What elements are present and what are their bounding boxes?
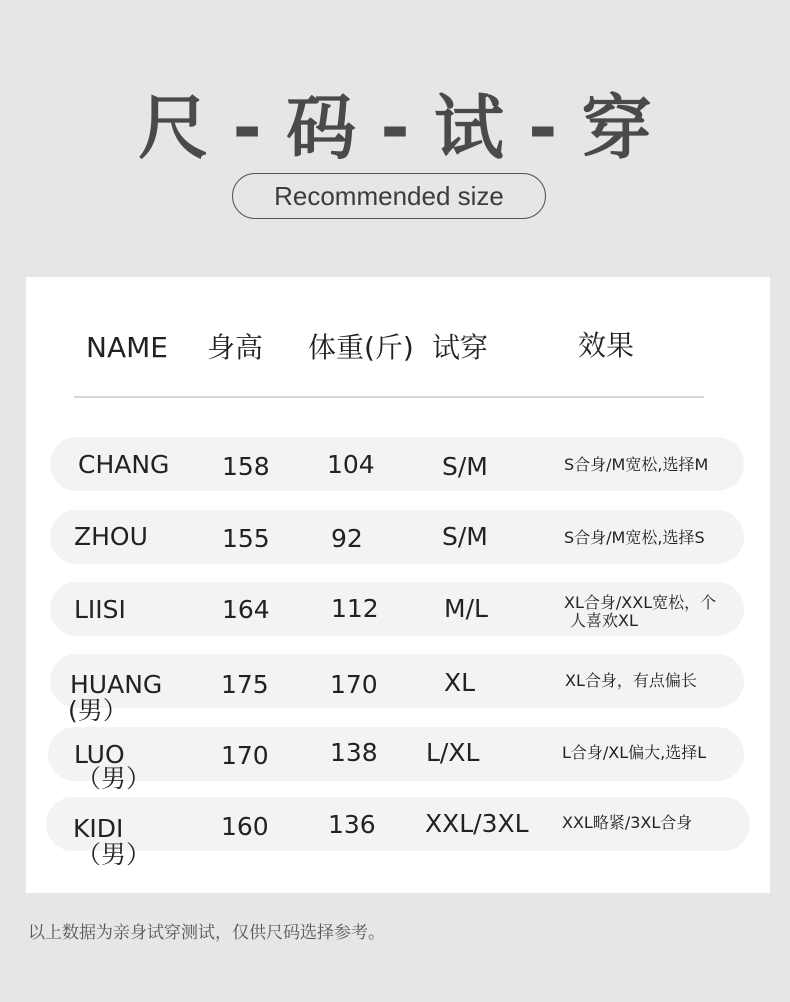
subtitle-badge: Recommended size [232,173,546,219]
row-effect: S合身/M宽松,选择S [564,528,705,547]
row-name: HUANG [70,670,163,699]
row-height: 155 [222,524,270,553]
row-name: KIDI [73,814,124,843]
row-size: S/M [442,452,488,481]
row-weight: 138 [330,738,378,767]
row-height: 164 [222,595,270,624]
row-name-suffix: (男） [68,696,128,725]
row-size: M/L [444,594,488,623]
row-name: LUO [74,740,125,769]
header-divider [74,396,704,398]
row-weight: 112 [331,594,379,623]
header-effect: 效果 [578,329,635,362]
row-size: XL [444,668,476,697]
row-weight: 104 [327,450,375,479]
row-name-suffix: （男） [76,764,152,793]
row-effect-line1: XL合身/XXL宽松，个 [564,593,717,612]
row-name-suffix: （男） [76,840,152,869]
row-effect: XL合身，有点偏长 [565,671,697,690]
row-size: XXL/3XL [425,809,529,838]
row-height: 160 [221,812,269,841]
row-weight: 92 [331,524,363,553]
row-height: 170 [221,741,269,770]
row-weight: 170 [330,670,378,699]
header-fit: 试穿 [432,331,489,364]
row-effect: S合身/M宽松,选择M [564,455,709,474]
row-height: 175 [221,670,269,699]
row-name: ZHOU [74,522,148,551]
header-name: NAME [86,331,168,364]
row-size: S/M [442,522,488,551]
row-effect: XXL略紧/3XL合身 [562,813,693,832]
row-name: LIISI [74,595,126,624]
row-effect-line2: 人喜欢XL [570,611,638,630]
row-effect: L合身/XL偏大,选择L [562,743,707,762]
header-weight: 体重(斤) [308,331,414,364]
footnote: 以上数据为亲身试穿测试，仅供尺码选择参考。 [28,923,385,943]
row-size: L/XL [426,738,480,767]
page-title: 尺 - 码 - 试 - 穿 [138,87,652,169]
row-height: 158 [222,452,270,481]
row-weight: 136 [328,810,376,839]
row-name: CHANG [78,450,170,479]
header-height: 身高 [207,331,264,364]
